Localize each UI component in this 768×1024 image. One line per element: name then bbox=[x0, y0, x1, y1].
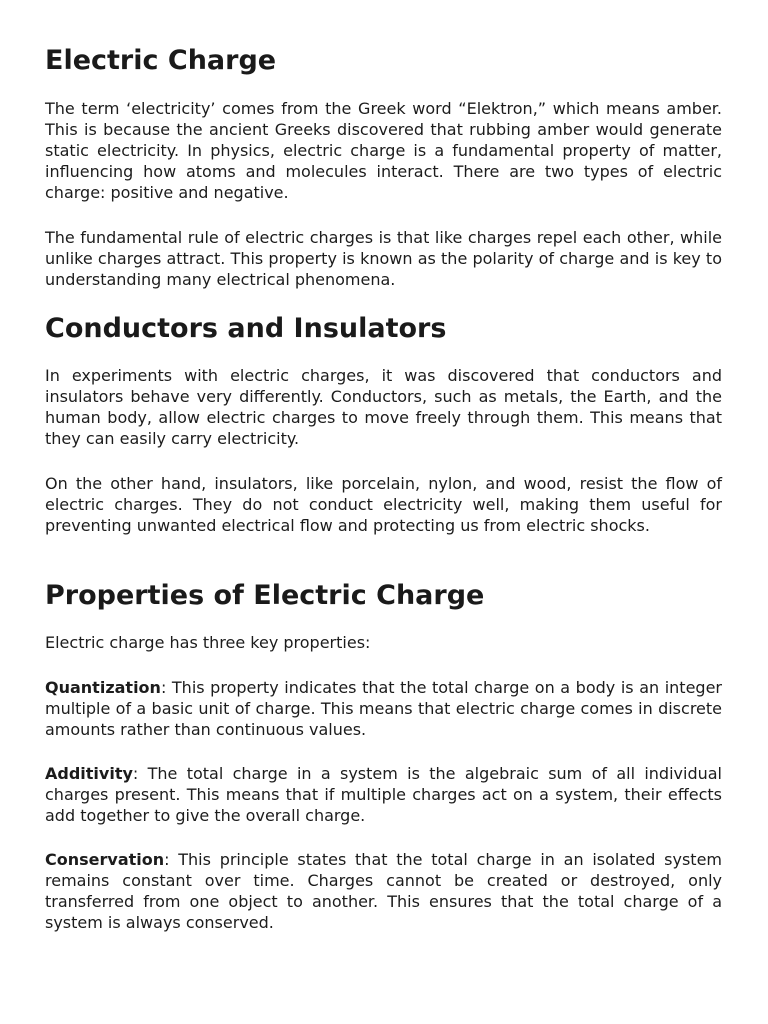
property-text-quantization: : This property indicates that the total charge on a body is an integer multiple of a basic unit of charge. This means that electric charge comes in discrete amounts rather than continuous values. bbox=[45, 678, 722, 739]
paragraph-conductors: In experiments with electric charges, it was discovered that conductors and insulators behave very differently. Conductors, such as metals, the Earth, and the human body, allow electric charges to move freely through them. This means that they can easily carry electricity. bbox=[45, 366, 722, 448]
property-term-additivity: Additivity bbox=[45, 764, 133, 783]
paragraph-charge-polarity: The fundamental rule of electric charges is that like charges repel each other, while unlike charges attract. This property is known as the polarity of charge and is key to understanding many electrical phenomena. bbox=[45, 228, 722, 289]
property-text-conservation: : This principle states that the total charge in an isolated system remains constant over time. Charges cannot be created or destroyed, only transferred from one object to another. This ensures that the total charge of a system is always conserved. bbox=[45, 850, 722, 932]
heading-electric-charge: Electric Charge bbox=[45, 45, 277, 76]
paragraph-insulators: On the other hand, insulators, like porcelain, nylon, and wood, resist the flow of electric charges. They do not conduct electricity well, making them useful for preventing unwanted electrical flow and protecting us from electric shocks. bbox=[45, 474, 722, 535]
property-additivity bbox=[45, 763, 722, 826]
property-conservation bbox=[45, 849, 722, 933]
paragraph-electricity-origin: The term ‘electricity’ comes from the Greek word “Elektron,” which means amber. This is because the ancient Greeks discovered that rubbing amber would generate static electricity. In physics, electric charge is a fundamental property of matter, influencing how atoms and molecules interact. There are two types of electric charge: positive and negative. bbox=[45, 99, 722, 202]
property-text-additivity: : The total charge in a system is the algebraic sum of all individual charges present. This means that if multiple charges act on a system, their effects add together to give the overall charge. bbox=[45, 764, 722, 825]
property-quantization bbox=[45, 677, 722, 740]
property-term-quantization: Quantization bbox=[45, 678, 161, 697]
heading-properties-electric-charge: Properties of Electric Charge bbox=[45, 580, 485, 611]
property-term-conservation: Conservation bbox=[45, 850, 165, 869]
heading-conductors-insulators: Conductors and Insulators bbox=[45, 313, 447, 344]
paragraph-properties-intro: Electric charge has three key properties: bbox=[45, 633, 371, 652]
